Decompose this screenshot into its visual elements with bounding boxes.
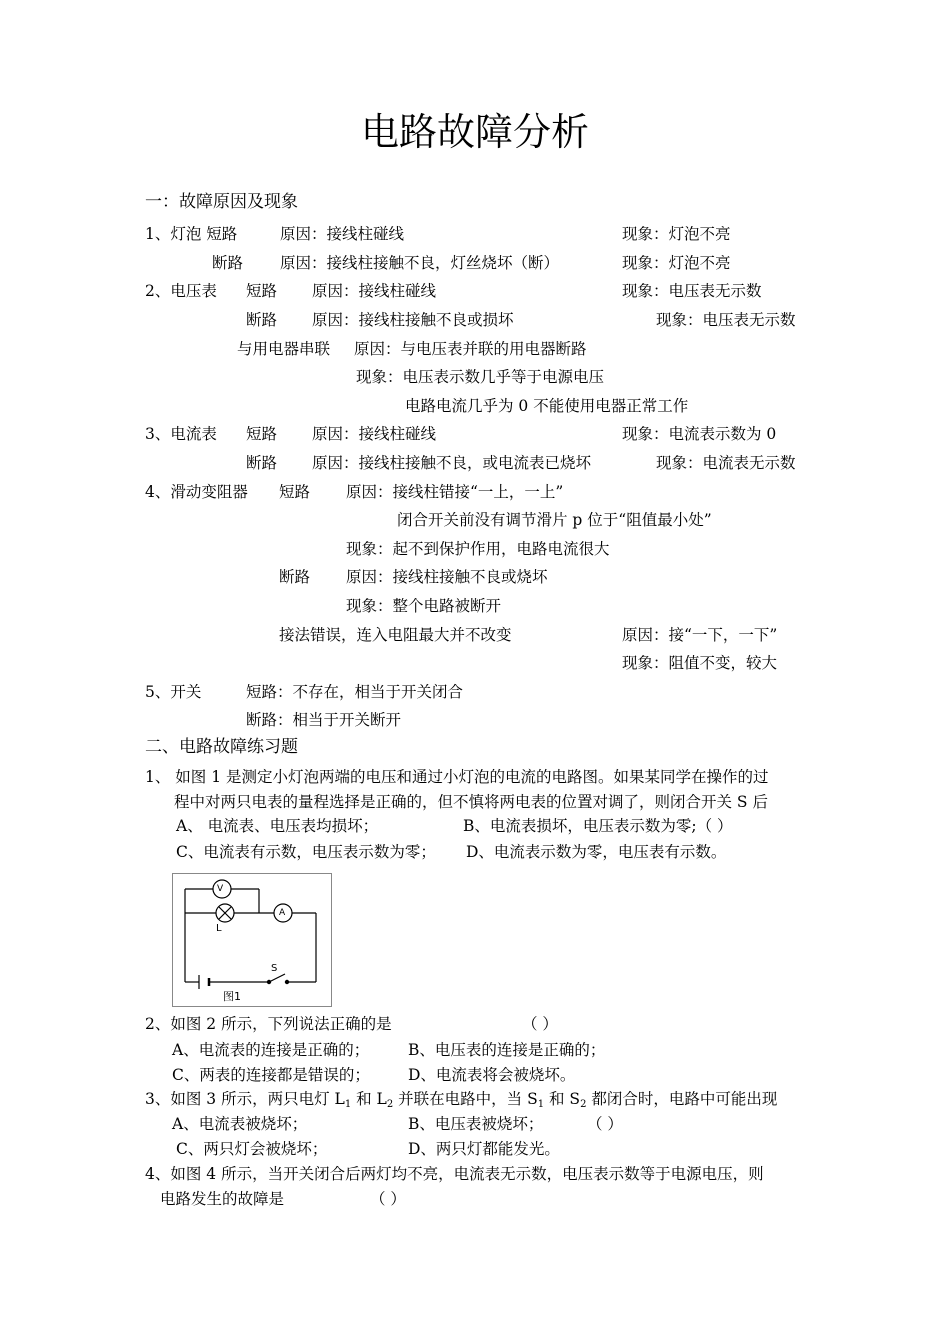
question-2-option-d: D、电流表将会被烧坏。: [408, 1066, 576, 1084]
question-3-option-a: A、电流表被烧坏；: [172, 1115, 308, 1133]
text-line: 2、电压表: [145, 282, 217, 300]
question-3-option-b: B、电压表被烧坏；: [408, 1115, 544, 1133]
figure-1-circuit: [172, 873, 332, 1007]
lamp-label: L: [216, 923, 222, 934]
text-line: 现象：电压表无示数: [656, 311, 796, 329]
text-line: 5、开关: [145, 683, 202, 701]
ammeter-label: A: [279, 908, 286, 918]
question-2-option-a: A、电流表的连接是正确的；: [172, 1041, 370, 1059]
text-line: 原因：与电压表并联的用电器断路: [354, 340, 587, 358]
question-4-stem: 4、如图 4 所示，当开关闭合后两灯均不亮，电流表无示数，电压表示数等于电源电压，则: [145, 1165, 764, 1183]
text-line: 原因：接“一下，一下”: [622, 626, 778, 644]
text-line: 与用电器串联: [237, 340, 331, 358]
section-heading-1: 一：故障原因及现象: [145, 192, 298, 212]
text-line: 现象：电流表示数为 0: [622, 425, 777, 443]
text-line: 原因：接线柱接触不良或烧坏: [346, 568, 548, 586]
text-line: 原因：接线柱接触不良或损坏: [312, 311, 514, 329]
text-line: 原因：接线柱接触不良，灯丝烧坏（断）: [280, 254, 560, 272]
text-line: 现象：电流表无示数: [656, 454, 796, 472]
question-1-option-b: B、电流表损坏，电压表示数为零;（ ）: [463, 817, 733, 835]
answer-blank: （ ）: [370, 1190, 406, 1208]
text-line: 断路: [246, 454, 278, 472]
circuit-diagram: [173, 874, 331, 1006]
text-line: 短路：不存在，相当于开关闭合: [246, 683, 464, 701]
section-heading-2: 二、电路故障练习题: [145, 737, 298, 757]
text-line: 现象：电压表示数几乎等于电源电压: [356, 368, 605, 386]
text-line: 现象：阻值不变，较大: [622, 654, 778, 672]
question-1-stem: 1、 如图 1 是测定小灯泡两端的电压和通过小灯泡的电流的电路图。如果某同学在操作的过: [145, 768, 769, 786]
question-2-option-c: C、两表的连接都是错误的；: [172, 1066, 370, 1084]
text-line: 短路: [279, 483, 311, 501]
text-line: 3、电流表: [145, 425, 217, 443]
question-1-option-d: D、电流表示数为零，电压表有示数。: [466, 843, 727, 861]
text-line: 断路: [212, 254, 244, 272]
text-line: 现象：电压表无示数: [622, 282, 762, 300]
text-line: 断路：相当于开关断开: [246, 711, 402, 729]
voltmeter-label: V: [217, 884, 224, 894]
text-line: 原因：接线柱碰线: [312, 425, 437, 443]
answer-blank: （ ）: [522, 1015, 558, 1033]
text-line: 断路: [279, 568, 311, 586]
question-4-stem: 电路发生的故障是: [160, 1190, 285, 1208]
question-3-stem: 3、如图 3 所示，两只电灯 $L_1$ 和 $L_2$ 并联在电路中，当 $S_1$ 和 $S_2$ 都闭合时，电路中可能出现: [145, 1090, 778, 1110]
text-line: 断路: [246, 311, 278, 329]
text-line: 现象：灯泡不亮: [622, 225, 731, 243]
page-title: 电路故障分析: [360, 110, 589, 154]
question-3-option-c: C、两只灯会被烧坏；: [176, 1140, 328, 1158]
text-line: 原因：接线柱碰线: [280, 225, 405, 243]
question-1-option-a: A、 电流表、电压表均损坏；: [176, 817, 379, 835]
text-line: 4、滑动变阻器: [145, 483, 248, 501]
question-1-option-c: C、电流表有示数，电压表示数为零；: [176, 843, 436, 861]
text-line: 现象：灯泡不亮: [622, 254, 731, 272]
text-line: 1、灯泡 短路: [145, 225, 238, 243]
text-line: 电路电流几乎为 0 不能使用电器正常工作: [405, 397, 689, 415]
question-2-stem: 2、如图 2 所示，下列说法正确的是: [145, 1015, 392, 1033]
text-line: 现象：整个电路被断开: [346, 597, 502, 615]
switch-label: S: [271, 963, 278, 974]
text-line: 现象：起不到保护作用，电路电流很大: [346, 540, 610, 558]
question-2-option-b: B、电压表的连接是正确的；: [408, 1041, 606, 1059]
figure-caption: 图1: [223, 990, 241, 1003]
question-3-option-d: D、两只灯都能发光。: [408, 1140, 560, 1158]
text-line: 闭合开关前没有调节滑片 p 位于“阻值最小处”: [397, 511, 712, 529]
question-1-stem: 程中对两只电表的量程选择是正确的，但不慎将两电表的位置对调了，则闭合开关 S 后: [174, 793, 768, 811]
text-line: 短路: [246, 425, 278, 443]
text-line: 原因：接线柱错接“一上，一上”: [346, 483, 564, 501]
text-line: 接法错误，连入电阻最大并不改变: [279, 626, 512, 644]
text-line: 原因：接线柱碰线: [312, 282, 437, 300]
text-line: 短路: [246, 282, 278, 300]
text-line: 原因：接线柱接触不良，或电流表已烧坏: [312, 454, 592, 472]
answer-blank: （ ）: [587, 1115, 623, 1133]
